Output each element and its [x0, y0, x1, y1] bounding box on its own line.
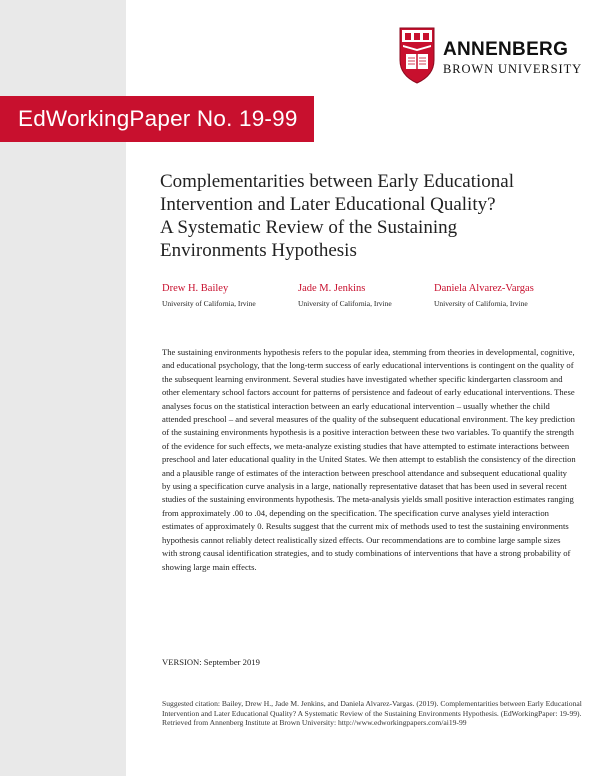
brown-university-shield-icon	[398, 26, 436, 84]
author-name: Daniela Alvarez-Vargas	[434, 283, 534, 294]
author-name: Drew H. Bailey	[162, 283, 229, 294]
title-line: Intervention and Later Educational Quality?	[160, 194, 496, 215]
author-affiliation: University of California, Irvine	[298, 299, 392, 308]
abstract-text: The sustaining environments hypothesis refers to the popular idea, stemming from theories in developmental, cognitive, and educational psychology, that the long-term success of early educational interventions is contingent on the quality of the subsequent learning environment. Several studies have investigated whether specific kindergarten classroom and other elementary school factors account for patterns of persistence and fadeout of early educational interventions. These analyses focus on the statistical interaction between an early educational intervention – usually whether the child attended preschool – and several measures of the quality of the subsequent educational environment. The key prediction of the sustaining environments hypothesis is a positive interaction between these two variables. To quantify the strength of the evidence for such effects, we meta-analyze existing studies that have attempted to estimate interactions between preschool and later educational quality in the United States. We then attempt to establish the consistency of the direction and a plausible range of estimates of the interaction between preschool attendance and subsequent educational quality by using a specification curve analysis in a large, nationally representative dataset that has been used in several recent studies of the sustaining environments hypothesis. The meta-analysis yields small positive interaction estimates ranging from approximately .00 to .04, depending on the specification. The specification curve analyses yield interaction estimates of approximately 0. Results suggest that the current mix of methods used to test the sustaining environments hypothesis cannot reliably detect realistically sized effects. Our recommendations are to combine large sample sizes with strong causal identification strategies, and to study combinations of interventions that have a strong probability of showing large main effects.	[162, 347, 576, 572]
series-banner: EdWorkingPaper No. 19-99	[0, 96, 314, 142]
version-text: VERSION: September 2019	[162, 657, 260, 667]
author-affiliation: University of California, Irvine	[434, 299, 528, 308]
title-line: A Systematic Review of the Sustaining	[160, 217, 458, 238]
author-name: Jade M. Jenkins	[298, 283, 366, 294]
logo-subtitle: BROWN UNIVERSITY	[443, 62, 583, 76]
annenberg-logo[interactable]	[398, 26, 583, 86]
paper-title	[160, 170, 580, 262]
title-line: Complementarities between Early Educational	[160, 171, 515, 192]
author-affiliation: University of California, Irvine	[162, 299, 256, 308]
suggested-citation: Suggested citation: Bailey, Drew H., Jade M. Jenkins, and Daniela Alvarez-Vargas. (2019). Complementarities between Early Educational Intervention and Later Educational Quality? A Systematic Review of the Sustaining Environments Hypothesis. (EdWorkingPaper: 19-99). Retrieved from Annenberg Institute at Brown University: http://www.edworkingpapers.com/ai19-99	[162, 699, 582, 728]
author-block	[162, 282, 256, 309]
author-block	[434, 282, 534, 309]
title-line: Environments Hypothesis	[160, 240, 357, 261]
logo-name: ANNENBERG	[443, 39, 569, 60]
logo-wordmark	[443, 40, 582, 77]
author-block	[298, 282, 392, 309]
